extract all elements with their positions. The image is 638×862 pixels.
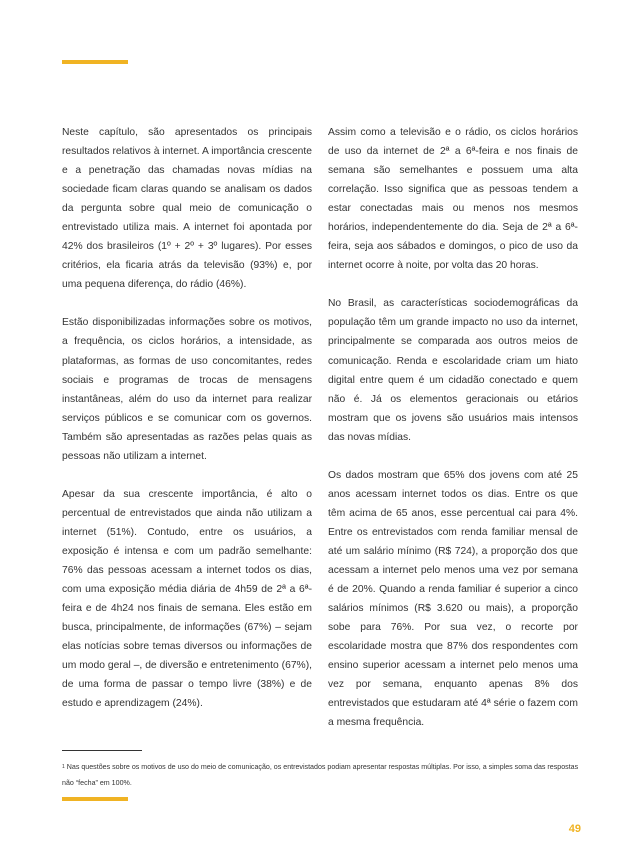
footnote-marker: 1: [62, 764, 65, 770]
page-number: 49: [568, 823, 581, 835]
paragraph: Apesar da sua crescente importância, é alto o percentual de entrevistados que ainda não utilizam a internet (51%). Contudo, entre os usuários, a exposição é intensa e com um padrão semelhante: 76% das pessoas acessam a internet todos os dias, com uma exposição média diária de 4h59 de 2ª a 6ª-feira e de 4h24 nos finais de semana. Eles estão em busca, principalmente, de informações (67%) – sejam elas notícias sobre temas diversos ou informações de um modo geral –, de diversão e entretenimento (67%), de uma forma de passar o tempo livre (38%) e de estudo e aprendizagem (24%).: [62, 488, 312, 710]
footnote-divider: [62, 750, 142, 751]
footnote: [62, 759, 580, 791]
paragraph: Estão disponibilizadas informações sobre os motivos, a frequência, os ciclos horários, a intensidade, as plataformas, as formas de uso concomitantes, redes sociais e programas de trocas de mensagens instantâneas, além do uso da internet para realizar serviços públicos e se comunicar com os governos. Também são apresentadas as razões pelas quais as pessoas não utilizam a internet.: [62, 317, 312, 462]
paragraph: Neste capítulo, são apresentados os principais resultados relativos à internet. A importância crescente e a penetração das chamadas novas mídias na sociedade ficam claras quando se analisam os dados da pergunta sobre qual meio de comunicação o entrevistado utiliza mais. A internet foi apontada por 42% dos brasileiros (1º + 2º + 3º lugares). Por esses critérios, ela ficaria atrás da televisão (93%) e, por uma pequena diferença, do rádio (46%).: [62, 127, 312, 291]
top-accent-bar: [62, 60, 128, 64]
right-text-column: [328, 123, 578, 751]
paragraph: No Brasil, as características sociodemográficas da população têm um grande impacto no uso da internet, principalmente se comparada aos outros meios de comunicação. Renda e escolaridade criam um hiato digital entre quem é um cidadão conectado e quem não é. Já os elementos geracionais ou etários mostram que os jovens são usuários mais intensos das novas mídias.: [328, 298, 578, 443]
paragraph: Os dados mostram que 65% dos jovens com até 25 anos acessam internet todos os dias. Entre os que têm acima de 65 anos, esse percentual cai para 4%. Entre os entrevistados com renda familiar mensal de até um salário mínimo (R$ 724), a proporção dos que acessam a internet pelo menos uma vez por semana é de 20%. Quando a renda familiar é superior a cinco salários mínimos (R$ 3.620 ou mais), a proporção sobe para 76%. Por sua vez, o recorte por escolaridade mostra que 87% dos respondentes com ensino superior acessam a internet pelo menos uma vez por semana, enquanto apenas 8% dos entrevistados que estudaram até 4ª série o fazem com a mesma frequência.: [328, 469, 578, 729]
left-text-column: [62, 123, 312, 732]
paragraph: Assim como a televisão e o rádio, os ciclos horários de uso da internet de 2ª a 6ª-feira e nos finais de semana são semelhantes e possuem uma alta correlação. Isso significa que as pessoas tendem a estar conectadas mais ou menos nos mesmos horários, independentemente do dia. Seja de 2ª a 6ª-feira, seja aos sábados e domingos, o pico de uso da internet ocorre à noite, por volta das 20 horas.: [328, 127, 578, 272]
bottom-accent-bar: [62, 797, 128, 801]
footnote-text: Nas questões sobre os motivos de uso do meio de comunicação, os entrevistados podiam apresentar respostas múltiplas. Por isso, a simples soma das respostas não “fecha” em 100%.: [62, 763, 579, 787]
